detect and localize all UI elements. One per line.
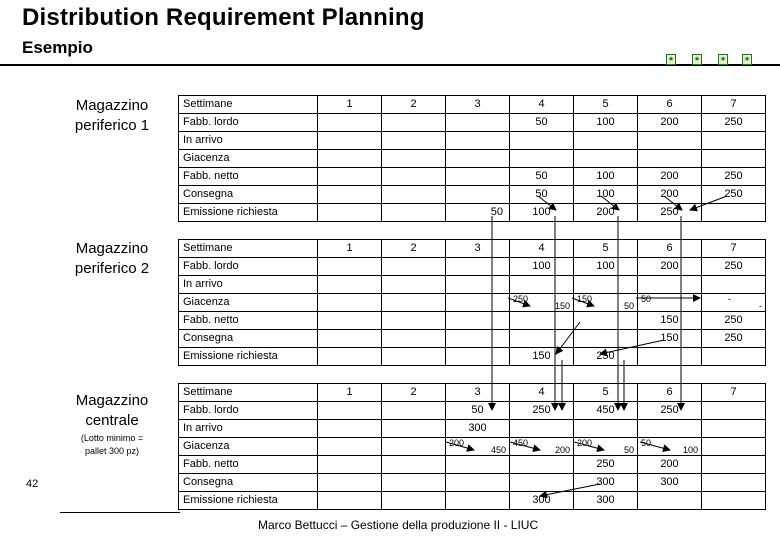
cell (446, 348, 510, 366)
cell (446, 150, 510, 168)
cell (382, 330, 446, 348)
section-note-lotto-minimo (52, 432, 172, 458)
cell (382, 258, 446, 276)
week-header: 1 (318, 240, 382, 258)
cell-value-end: 50 (623, 301, 634, 311)
cell: 50 (510, 114, 574, 132)
cell (318, 168, 382, 186)
slide-subtitle: Esempio (22, 38, 93, 57)
cell (446, 456, 510, 474)
cell (702, 276, 766, 294)
row-label: Giacenza (179, 150, 318, 168)
slide-title: Distribution Requirement Planning (22, 4, 425, 31)
section-label-line: Magazzino (75, 392, 149, 409)
row-label: Emissione richiesta (179, 204, 318, 222)
cell (382, 492, 446, 510)
cell (702, 474, 766, 492)
cell: 200 (638, 456, 702, 474)
cell-value-end: 200 (554, 445, 570, 455)
cell: 100 (574, 258, 638, 276)
row-label: Giacenza (179, 438, 318, 456)
cell (510, 456, 574, 474)
row-label: Fabb. netto (179, 168, 318, 186)
week-header: 7 (702, 384, 766, 402)
cell (318, 132, 382, 150)
cell (574, 420, 638, 438)
cell (638, 132, 702, 150)
cell (638, 276, 702, 294)
cell-value-end: 50 (623, 445, 634, 455)
cell: 450 (574, 402, 638, 420)
row-label: Fabb. netto (179, 312, 318, 330)
row-label: Settimane (179, 96, 318, 114)
row-label: Settimane (179, 240, 318, 258)
table-row-emissione (179, 492, 766, 510)
cell (638, 492, 702, 510)
section-label-centrale (52, 391, 172, 431)
split-cell (510, 438, 574, 456)
cell (446, 312, 510, 330)
cell: 100 (574, 114, 638, 132)
table-periferico-1 (178, 95, 766, 222)
cell (382, 150, 446, 168)
cell: 250 (702, 258, 766, 276)
cell (318, 492, 382, 510)
cell (318, 420, 382, 438)
cell: 250 (702, 312, 766, 330)
cell (702, 204, 766, 222)
cell (510, 150, 574, 168)
cell (318, 474, 382, 492)
cell: 50 (446, 204, 510, 222)
row-label: In arrivo (179, 276, 318, 294)
cell (318, 186, 382, 204)
week-header: 5 (574, 384, 638, 402)
cell: 150 (510, 348, 574, 366)
table-centrale (178, 383, 766, 510)
week-header: 3 (446, 96, 510, 114)
cell (382, 168, 446, 186)
week-header: 6 (638, 96, 702, 114)
cell: 250 (638, 402, 702, 420)
cell (318, 402, 382, 420)
cell: 300 (446, 420, 510, 438)
section-label-line: centrale (85, 412, 139, 429)
week-header: 6 (638, 384, 702, 402)
row-label: Emissione richiesta (179, 492, 318, 510)
cell: 50 (510, 168, 574, 186)
week-header: 5 (574, 96, 638, 114)
cell: 100 (574, 168, 638, 186)
table-row-fabb-netto (179, 168, 766, 186)
section-note-line: (Lotto minimo = (80, 433, 144, 443)
row-label: Giacenza (179, 294, 318, 312)
cell: 250 (702, 186, 766, 204)
cell-value-start: 50 (641, 294, 652, 304)
cell (446, 132, 510, 150)
table-row-in-arrivo (179, 132, 766, 150)
cell: 250 (702, 168, 766, 186)
cell: 100 (510, 258, 574, 276)
cell: 100 (574, 186, 638, 204)
cell (638, 420, 702, 438)
cell (702, 438, 766, 456)
cell (638, 150, 702, 168)
section-label-line: periferico 1 (74, 117, 150, 134)
page-number-rule (60, 512, 180, 513)
week-header: 1 (318, 384, 382, 402)
week-header: 3 (446, 240, 510, 258)
table-row-fabb-lordo (179, 402, 766, 420)
split-cell (638, 294, 702, 312)
section-label-line: Magazzino (75, 97, 149, 114)
cell-value-end: 450 (490, 445, 506, 455)
cell (318, 150, 382, 168)
cell-value-end: 100 (682, 445, 698, 455)
table-row-emissione (179, 348, 766, 366)
row-label: Fabb. lordo (179, 258, 318, 276)
cell: 150 (638, 312, 702, 330)
cell (446, 330, 510, 348)
cell (510, 276, 574, 294)
cell-value-end: 150 (554, 301, 570, 311)
table-row-giacenza (179, 150, 766, 168)
cell (446, 474, 510, 492)
cell (702, 150, 766, 168)
cell (318, 276, 382, 294)
cell: 300 (510, 492, 574, 510)
section-label-line: Magazzino (75, 240, 149, 257)
row-label: Emissione richiesta (179, 348, 318, 366)
cell: 150 (638, 330, 702, 348)
cell (318, 114, 382, 132)
cell-value-start: - (728, 294, 731, 304)
row-label: Fabb. lordo (179, 114, 318, 132)
table-row-fabb-lordo (179, 114, 766, 132)
cell (382, 114, 446, 132)
cell-value-start: 200 (577, 438, 593, 448)
cell (382, 402, 446, 420)
cell (510, 132, 574, 150)
week-header: 4 (510, 240, 574, 258)
star-icon (666, 54, 676, 65)
week-header: 7 (702, 240, 766, 258)
cell-value-end: - (759, 301, 762, 311)
row-label: Settimane (179, 384, 318, 402)
cell (382, 132, 446, 150)
section-label-line: periferico 2 (74, 260, 150, 277)
row-label: Consegna (179, 330, 318, 348)
table-row-settimane (179, 384, 766, 402)
table-row-giacenza (179, 294, 766, 312)
cell (702, 132, 766, 150)
cell (702, 456, 766, 474)
cell (382, 474, 446, 492)
cell (702, 492, 766, 510)
cell (382, 348, 446, 366)
week-header: 1 (318, 96, 382, 114)
row-label: Fabb. lordo (179, 402, 318, 420)
cell (382, 204, 446, 222)
cell-value-start: 200 (449, 438, 465, 448)
cell: 250 (510, 402, 574, 420)
week-header: 2 (382, 384, 446, 402)
table-row-settimane (179, 240, 766, 258)
split-cell (638, 438, 702, 456)
cell (446, 294, 510, 312)
cell-value-start: 50 (641, 438, 652, 448)
star-icon (692, 54, 702, 65)
cell (446, 114, 510, 132)
week-header: 4 (510, 96, 574, 114)
cell (318, 330, 382, 348)
cell: 200 (638, 258, 702, 276)
cell (702, 420, 766, 438)
cell (318, 258, 382, 276)
cell: 50 (510, 186, 574, 204)
table-row-consegna (179, 186, 766, 204)
cell (382, 312, 446, 330)
cell (574, 276, 638, 294)
cell (382, 186, 446, 204)
cell: 250 (702, 330, 766, 348)
week-header: 2 (382, 96, 446, 114)
cell: 50 (446, 402, 510, 420)
week-header: 4 (510, 384, 574, 402)
table-row-giacenza (179, 438, 766, 456)
cell (382, 420, 446, 438)
cell: 250 (702, 114, 766, 132)
cell (318, 438, 382, 456)
cell (446, 186, 510, 204)
split-cell (510, 294, 574, 312)
table-row-in-arrivo (179, 276, 766, 294)
cell: 300 (574, 474, 638, 492)
page-number: 42 (26, 478, 39, 490)
cell (318, 312, 382, 330)
cell: 200 (638, 186, 702, 204)
cell: 250 (574, 456, 638, 474)
cell (318, 294, 382, 312)
split-cell (446, 438, 510, 456)
cell (382, 294, 446, 312)
cell (382, 438, 446, 456)
cell: 200 (574, 204, 638, 222)
split-cell (574, 294, 638, 312)
cell (638, 348, 702, 366)
row-label: Consegna (179, 474, 318, 492)
cell (510, 312, 574, 330)
cell: 300 (638, 474, 702, 492)
cell (446, 168, 510, 186)
cell (574, 132, 638, 150)
cell (702, 402, 766, 420)
cell (382, 276, 446, 294)
week-header: 7 (702, 96, 766, 114)
cell (446, 492, 510, 510)
cell (574, 150, 638, 168)
title-rule (0, 64, 780, 66)
table-row-emissione (179, 204, 766, 222)
week-header: 6 (638, 240, 702, 258)
cell: 300 (574, 492, 638, 510)
split-cell (702, 294, 766, 312)
cell (318, 204, 382, 222)
table-row-consegna (179, 330, 766, 348)
table-row-fabb-netto (179, 456, 766, 474)
table-row-fabb-netto (179, 312, 766, 330)
section-label-periferico-2 (52, 239, 172, 279)
cell: 200 (638, 168, 702, 186)
table-row-in-arrivo (179, 420, 766, 438)
cell (318, 456, 382, 474)
star-icon (742, 54, 752, 65)
section-note-line: pallet 300 pz) (84, 446, 140, 456)
cell (574, 330, 638, 348)
cell: 250 (574, 348, 638, 366)
week-header: 3 (446, 384, 510, 402)
cell (318, 348, 382, 366)
cell-value-start: 150 (577, 294, 593, 304)
cell (510, 330, 574, 348)
footer-text: Marco Bettucci – Gestione della produzione II - LIUC (258, 518, 539, 532)
row-label: Fabb. netto (179, 456, 318, 474)
cell-value-start: 450 (513, 438, 529, 448)
table-row-consegna (179, 474, 766, 492)
row-label: In arrivo (179, 132, 318, 150)
week-header: 5 (574, 240, 638, 258)
cell (574, 312, 638, 330)
table-row-fabb-lordo (179, 258, 766, 276)
cell (382, 456, 446, 474)
cell-value-start: 250 (513, 294, 529, 304)
table-periferico-2 (178, 239, 766, 366)
table-row-settimane (179, 96, 766, 114)
cell: 100 (510, 204, 574, 222)
row-label: Consegna (179, 186, 318, 204)
split-cell (574, 438, 638, 456)
cell (510, 420, 574, 438)
week-header: 2 (382, 240, 446, 258)
cell: 200 (638, 114, 702, 132)
cell (446, 276, 510, 294)
cell (510, 474, 574, 492)
section-label-periferico-1 (52, 96, 172, 136)
cell (702, 348, 766, 366)
cell (446, 258, 510, 276)
cell: 250 (638, 204, 702, 222)
row-label: In arrivo (179, 420, 318, 438)
star-icon (718, 54, 728, 65)
